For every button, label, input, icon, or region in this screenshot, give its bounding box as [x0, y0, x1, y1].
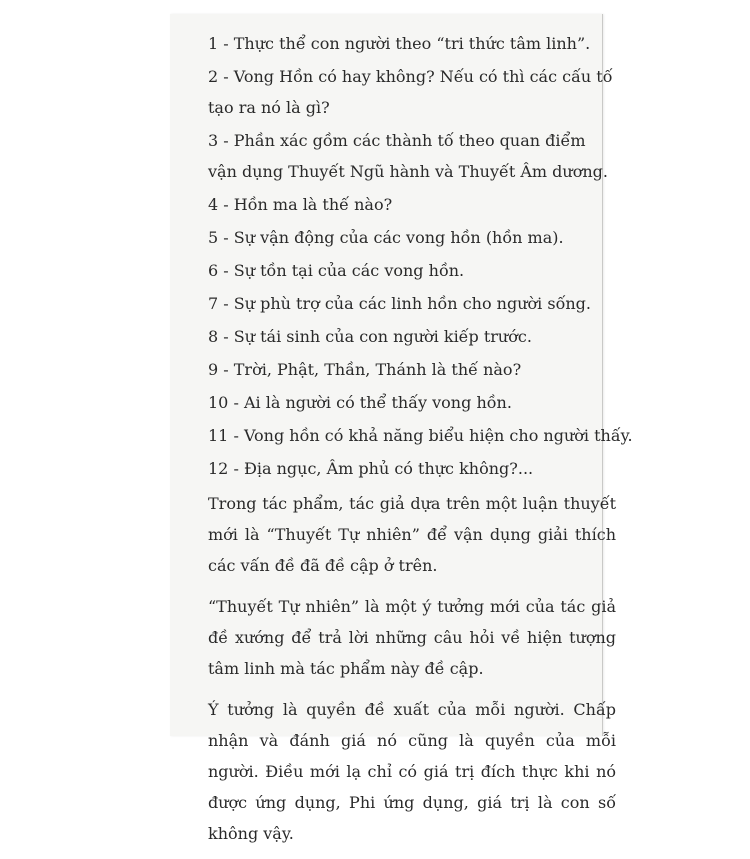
list-item: 9 - Trời, Phật, Thần, Thánh là thế nào?	[208, 360, 522, 379]
list-item: 8 - Sự tái sinh của con người kiếp trước.	[208, 327, 532, 346]
list-item: 10 - Ai là người có thể thấy vong hồn.	[208, 393, 512, 412]
list-item: 5 - Sự vận động của các vong hồn (hồn ma).	[208, 228, 564, 247]
list-item: 7 - Sự phù trợ của các linh hồn cho người sống.	[208, 294, 591, 313]
list-item: 1 - Thực thể con người theo “tri thức tâm linh”.	[208, 34, 591, 53]
paragraph: Trong tác phẩm, tác giả dựa trên một luận thuyết mới là “Thuyết Tự nhiên” để vận dụng giải thích các vấn đề đã đề cập ở trên.	[208, 494, 616, 575]
paragraph: “Thuyết Tự nhiên” là một ý tưởng mới của tác giả đề xướng để trả lời những câu hỏi về hiện tượng tâm linh mà tác phẩm này đề cập.	[208, 597, 616, 678]
list-item: 12 - Địa ngục, Âm phủ có thực không?...	[208, 459, 534, 478]
list-item: 2 - Vong Hồn có hay không? Nếu có thì các cấu tố tạo ra nó là gì?	[208, 67, 613, 117]
list-item: 4 - Hồn ma là thế nào?	[208, 195, 393, 214]
list-item: 3 - Phần xác gồm các thành tố theo quan điểm vận dụng Thuyết Ngũ hành và Thuyết Âm dương.	[208, 131, 608, 181]
list-item: 6 - Sự tồn tại của các vong hồn.	[208, 261, 465, 280]
paragraph: Ý tưởng là quyền đề xuất của mỗi người. Chấp nhận và đánh giá nó cũng là quyền của mỗi người. Điều mới lạ chỉ có giá trị đích thực khi nó được ứng dụng, Phi ứng dụng, giá trị là con số không vậy.	[208, 700, 616, 843]
page-text	[208, 28, 633, 859]
list-item: 11 - Vong hồn có khả năng biểu hiện cho người thấy.	[208, 426, 633, 445]
